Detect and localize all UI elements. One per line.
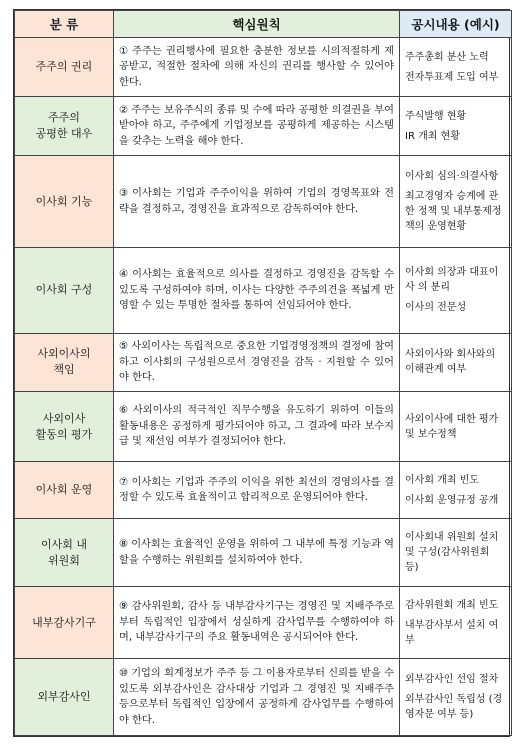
disclosure-item: 이사회 운영규정 공개 xyxy=(405,494,499,506)
principle-text: 주주는 보유주식의 종류 및 수에 따라 공평한 의결권을 부여받아야 하고, 주주에게 기업정보를 공평하게 제공하는 시스템을 갖추는 노력을 해야 한다. xyxy=(119,104,394,147)
disclosure-cell xyxy=(400,659,512,736)
disclosure-item: 전자투표제 도입 여부 xyxy=(405,71,499,83)
disclosure-cell xyxy=(400,462,512,519)
governance-principles-table-frame xyxy=(13,9,510,737)
principle-number: ⑩ xyxy=(119,668,129,680)
principle-cell xyxy=(114,38,400,97)
disclosure-item: 내부감사부서 설치 여부 xyxy=(405,619,499,646)
disclosure-item: 주식발행 현황 xyxy=(405,110,467,122)
principle-cell xyxy=(114,392,400,462)
category-cell xyxy=(15,333,114,392)
category-line: 내부감사기구 xyxy=(32,615,96,629)
principle-number: ⑤ xyxy=(119,341,129,353)
table-row xyxy=(15,156,512,248)
disclosure-cell xyxy=(400,392,512,462)
disclosure-cell xyxy=(400,333,512,392)
category-cell xyxy=(15,519,114,587)
principle-number: ⑥ xyxy=(119,405,130,417)
disclosure-item: IR 개최 현황 xyxy=(405,130,460,142)
principle-text: 이사회는 효율적인 운영을 위하여 그 내부에 특정 기능과 역할을 수행하는 위원회를 설치하여야 한다. xyxy=(119,539,394,566)
principle-cell xyxy=(114,462,400,519)
category-name xyxy=(15,482,113,498)
principle-cell xyxy=(114,156,400,248)
category-name xyxy=(15,689,113,705)
principle-cell xyxy=(114,248,400,333)
category-name xyxy=(15,59,113,75)
category-line: 이사회 기능 xyxy=(35,194,93,208)
category-line: 책임 xyxy=(53,363,75,377)
disclosure-item: 외부감사인 선임 절차 xyxy=(405,674,499,686)
disclosure-item: 이사회 의장과 대표이사 의 분리 xyxy=(405,267,499,294)
category-name xyxy=(15,110,113,142)
principle-text: 이사회는 기업과 주주의 이익을 위한 최선의 경영의사를 결정할 수 있도록 효율적이고 합리적으로 운영되어야 한다. xyxy=(119,476,394,504)
disclosure-item: 감사위원회 개최 빈도 xyxy=(405,599,499,611)
principle-text: 주주는 권리행사에 필요한 충분한 정보를 시의적절하게 제공받고, 적절한 절차에 의해 자신의 권리를 행사할 수 있어야 한다. xyxy=(119,45,394,88)
header-disclosure: 공시내용 (예시) xyxy=(400,11,512,38)
principle-text: 감사위원회, 감사 등 내부감사기구는 경영진 및 지배주주로부터 독립적인 입장에서 성실하게 감사업무를 수행하여야 하며, 내부감사기구의 주요 활동내역은 공시되어야 한다. xyxy=(119,601,394,644)
table-row xyxy=(15,97,512,156)
category-cell xyxy=(15,392,114,462)
category-name xyxy=(15,615,113,631)
principle-cell xyxy=(114,519,400,587)
category-line: 위원회 xyxy=(48,553,80,567)
category-line: 사외이사 xyxy=(42,411,86,425)
disclosure-cell xyxy=(400,38,512,97)
category-cell xyxy=(15,38,114,97)
disclosure-cell xyxy=(400,248,512,333)
table-row xyxy=(15,248,512,333)
table-row xyxy=(15,659,512,736)
principle-number: ③ xyxy=(119,188,130,200)
principle-text: 이사회는 효율적으로 의사를 결정하고 경영진을 감독할 수 있도록 구성하여야 하며, 이사는 다양한 주주의견을 폭넓게 반영할 수 있는 투명한 절차를 통하여 선임되어야 한다. xyxy=(119,269,394,312)
category-cell xyxy=(15,248,114,333)
category-name xyxy=(15,346,113,378)
table-row xyxy=(15,392,512,462)
disclosure-item: 이사회 개최 빈도 xyxy=(405,474,479,486)
disclosure-item: 사외이사에 대한 평가 및 보수정책 xyxy=(405,413,499,440)
principle-number: ⑨ xyxy=(119,601,129,613)
category-line: 이사회 구성 xyxy=(35,283,93,297)
disclosure-cell xyxy=(400,587,512,659)
category-cell xyxy=(15,156,114,248)
table-header-row xyxy=(15,11,512,38)
category-name xyxy=(15,194,113,210)
disclosure-item: 사외이사와 회사와의 이해관계 여부 xyxy=(405,349,496,376)
category-line: 활동의 평가 xyxy=(35,427,93,441)
table-row xyxy=(15,519,512,587)
disclosure-item: 이사회내 위원회 설치 및 구성(감사위원회 등) xyxy=(405,532,499,574)
disclosure-cell xyxy=(400,519,512,587)
disclosure-item: 외부감사인 독립성 (경영자문 여부 등) xyxy=(405,694,503,721)
principle-number: ⑦ xyxy=(119,476,129,488)
disclosure-cell xyxy=(400,97,512,156)
category-line: 주주의 xyxy=(48,111,80,125)
disclosure-item: 주주총회 분산 노력 xyxy=(405,51,489,63)
category-name xyxy=(15,411,113,443)
principle-text: 기업의 회계정보가 주주 등 그 이용자로부터 신뢰를 받을 수 있도록 외부감사인은 감사대상 기업과 그 경영진 및 지배주주 등으로부터 독립적인 입장에서 공정하게 감사업무를 수행하여야 한다. xyxy=(119,668,394,726)
category-name xyxy=(15,282,113,298)
category-cell xyxy=(15,97,114,156)
governance-principles-table xyxy=(14,10,512,736)
principle-number: ② xyxy=(119,104,129,116)
table-body xyxy=(15,38,512,736)
category-cell xyxy=(15,659,114,736)
principle-number: ① xyxy=(119,45,130,57)
principle-text: 사외이사의 적극적인 직무수행을 유도하기 위하여 이들의 활동내용은 공정하게 평가되어야 하고, 그 결과에 따라 보수지급 및 재선임 여부가 결정되어야 한다. xyxy=(119,405,394,448)
category-line: 외부감사인 xyxy=(37,690,91,704)
disclosure-item: 최고경영자 승계에 관한 정책 및 내부통제정책의 운영현황 xyxy=(405,191,502,233)
disclosure-item: 이사의 전문성 xyxy=(405,302,467,314)
category-line: 공평한 대우 xyxy=(35,127,93,141)
table-row xyxy=(15,333,512,392)
principle-text: 사외이사는 독립적으로 중요한 기업경영정책의 결정에 참여하고 이사회의 구성원으로서 경영진을 감독 · 지원할 수 있어야 한다. xyxy=(119,341,395,384)
principle-cell xyxy=(114,333,400,392)
disclosure-item: 이사회 심의·의결사항 xyxy=(405,171,499,183)
principle-text: 이사회는 기업과 주주이익을 위하여 기업의 경영목표와 전략을 결정하고, 경영진을 효과적으로 감독하여야 한다. xyxy=(119,188,394,215)
table-row xyxy=(15,462,512,519)
category-name xyxy=(15,537,113,569)
table-row xyxy=(15,587,512,659)
principle-cell xyxy=(114,97,400,156)
category-line: 주주의 권리 xyxy=(35,60,93,74)
principle-number: ⑧ xyxy=(119,539,129,551)
category-cell xyxy=(15,462,114,519)
category-line: 사외이사의 xyxy=(37,347,91,361)
category-line: 이사회 운영 xyxy=(35,483,93,497)
header-category: 분 류 xyxy=(15,11,114,38)
principle-number: ④ xyxy=(119,269,130,281)
category-line: 이사회 내 xyxy=(40,537,87,551)
disclosure-cell xyxy=(400,156,512,248)
principle-cell xyxy=(114,587,400,659)
category-cell xyxy=(15,587,114,659)
header-principle: 핵심원칙 xyxy=(114,11,400,38)
principle-cell xyxy=(114,659,400,736)
table-row xyxy=(15,38,512,97)
